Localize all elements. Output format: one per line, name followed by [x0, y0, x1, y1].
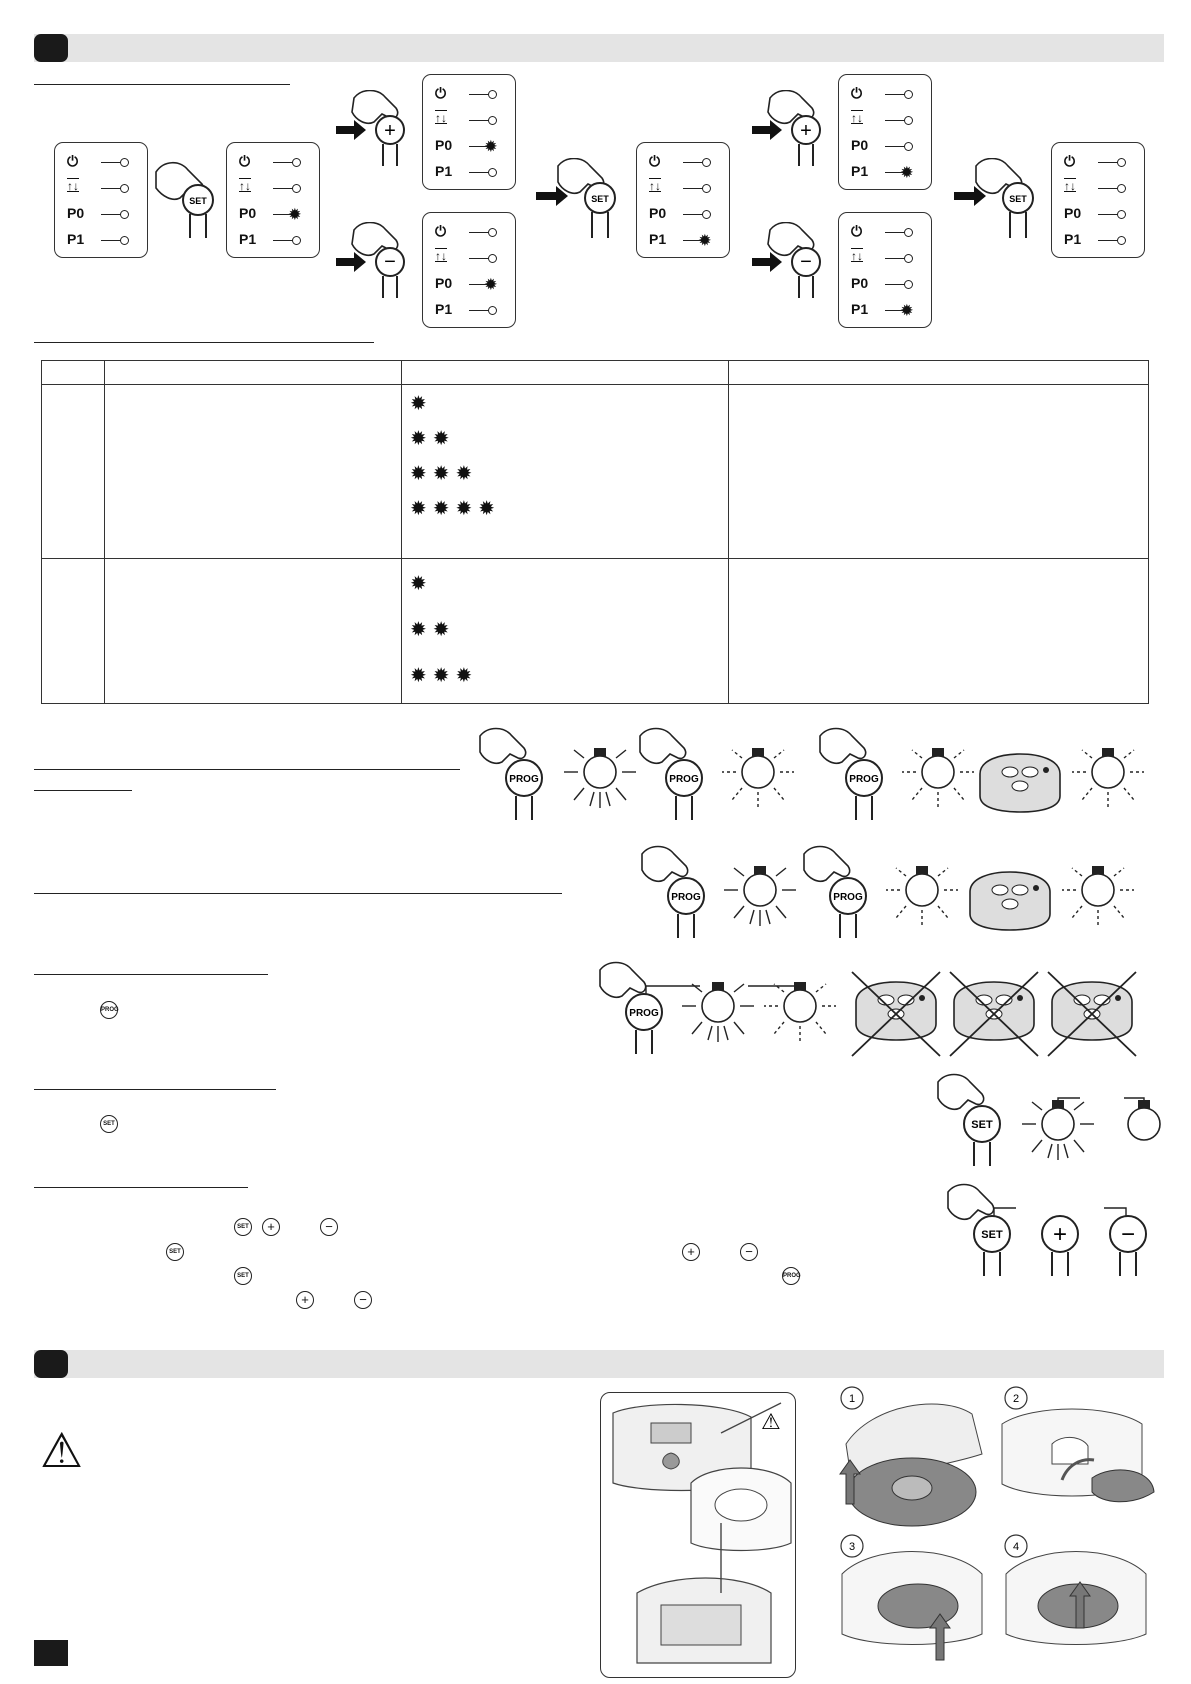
blinking-led-icon: ✹	[485, 138, 497, 154]
power-icon: ⏻	[851, 223, 863, 239]
set-button	[948, 1185, 1010, 1277]
minus-button	[1110, 1216, 1146, 1276]
control-panel-p1-blinking	[636, 142, 730, 258]
up-down-arrows-icon: ↑↓	[851, 111, 863, 125]
svg-text:−: −	[1120, 1221, 1136, 1248]
press-plus-button-2[interactable]	[750, 90, 830, 170]
light-bulb-icon	[1022, 1100, 1094, 1160]
table-header-cell	[42, 361, 105, 385]
svg-text:SET: SET	[1009, 194, 1027, 204]
prog-button	[600, 963, 662, 1055]
svg-text:4: 4	[1012, 1541, 1020, 1553]
p1-label: P1	[435, 301, 453, 317]
p0-label: P0	[851, 275, 869, 291]
parameter-table	[41, 360, 1149, 704]
p1-label: P1	[435, 163, 453, 179]
light-bulb-icon	[682, 982, 754, 1042]
svg-text:+: +	[384, 120, 396, 142]
power-icon: ⏻	[1064, 153, 1076, 169]
inline-prog-icon: PROG	[782, 1267, 800, 1285]
p1-label: P1	[649, 231, 667, 247]
inline-plus-icon: +	[682, 1243, 700, 1261]
set-button	[938, 1075, 1000, 1167]
inline-set-icon: SET	[234, 1218, 252, 1236]
p0-label: P0	[435, 275, 453, 291]
remote-control-icon	[970, 872, 1050, 930]
svg-text:SET: SET	[981, 1229, 1003, 1241]
light-bulb-icon	[764, 982, 836, 1042]
table-header-cell	[105, 361, 402, 385]
blinking-led-icon: ✹	[289, 206, 301, 222]
plus-button	[1042, 1216, 1078, 1276]
svg-text:+: +	[800, 120, 812, 142]
table-heading-underline	[34, 342, 374, 343]
p0-label: P0	[67, 205, 85, 221]
up-down-arrows-icon: ↑↓	[851, 249, 863, 263]
press-set-button-2[interactable]	[536, 158, 626, 248]
installation-illustration	[600, 1392, 796, 1678]
inline-minus-icon: −	[354, 1291, 372, 1309]
control-panel-p0-minus	[422, 212, 516, 328]
inline-prog-icon: PROG	[100, 1001, 118, 1019]
up-down-arrows-icon: ↑↓	[435, 111, 447, 125]
press-set-button-3[interactable]	[954, 158, 1044, 248]
control-panel-p1-minus	[838, 212, 932, 328]
blink-pattern-2: ✹✹	[410, 428, 456, 450]
prog-button	[820, 729, 882, 821]
programming-diagrams	[0, 720, 1191, 1280]
p1-label: P1	[851, 301, 869, 317]
power-icon: ⏻	[851, 85, 863, 101]
section-header-bar	[34, 1350, 1164, 1378]
power-icon: ⏻	[239, 153, 251, 169]
inline-set-icon: SET	[100, 1115, 118, 1133]
p0-label: P0	[1064, 205, 1082, 221]
step-4	[1005, 1535, 1146, 1645]
svg-text:−: −	[800, 251, 812, 273]
page-number-badge	[34, 1640, 68, 1666]
power-icon: ⏻	[435, 85, 447, 101]
p1-label: P1	[239, 231, 257, 247]
inline-minus-icon: −	[320, 1218, 338, 1236]
blink-pattern-2: ✹✹	[410, 619, 456, 641]
control-panel-final	[1051, 142, 1145, 258]
svg-text:PROG: PROG	[509, 774, 539, 785]
prog-button	[480, 729, 542, 821]
p0-label: P0	[851, 137, 869, 153]
blinking-led-icon: ✹	[901, 302, 913, 318]
power-icon: ⏻	[435, 223, 447, 239]
right-arrow-icon	[336, 120, 366, 140]
p0-label: P0	[435, 137, 453, 153]
svg-text:SET: SET	[189, 196, 207, 206]
inline-set-icon: SET	[166, 1243, 184, 1261]
p0-label: P0	[239, 205, 257, 221]
inline-plus-icon: +	[296, 1291, 314, 1309]
control-panel-initial	[54, 142, 148, 258]
blink-pattern-1: ✹	[410, 393, 433, 415]
press-minus-button[interactable]	[334, 222, 414, 302]
inline-set-icon: SET	[234, 1267, 252, 1285]
p1-label: P1	[851, 163, 869, 179]
table-header-cell	[729, 361, 1149, 385]
power-icon: ⏻	[67, 153, 79, 169]
svg-text:PROG: PROG	[833, 892, 863, 903]
blink-pattern-3: ✹✹✹	[410, 463, 479, 485]
blinking-led-icon: ✹	[901, 164, 913, 180]
light-bulb-icon	[1128, 1100, 1160, 1140]
prog-button	[640, 729, 702, 821]
warning-icon: ⚠	[40, 1425, 84, 1478]
p0-label: P0	[649, 205, 667, 221]
inline-plus-icon: +	[262, 1218, 280, 1236]
svg-text:2: 2	[1012, 1393, 1020, 1405]
table-row	[42, 559, 1149, 704]
svg-text:−: −	[384, 251, 396, 273]
remote-control-icon	[852, 972, 940, 1056]
p1-label: P1	[67, 231, 85, 247]
remote-control-icon	[980, 754, 1060, 812]
remote-control-icon	[1048, 972, 1136, 1056]
svg-text:3: 3	[848, 1541, 856, 1553]
light-bulb-icon	[886, 866, 958, 926]
light-bulb-icon	[1072, 748, 1144, 808]
up-down-arrows-icon: ↑↓	[435, 249, 447, 263]
table-row	[42, 385, 1149, 559]
control-panel-p0-blinking	[226, 142, 320, 258]
svg-text:+: +	[1052, 1221, 1068, 1248]
blink-pattern-3: ✹✹✹	[410, 665, 479, 687]
press-plus-button[interactable]	[334, 90, 414, 170]
right-arrow-icon	[336, 252, 366, 272]
light-bulb-icon	[1062, 866, 1134, 926]
light-bulb-icon	[902, 748, 974, 808]
inline-minus-icon: −	[740, 1243, 758, 1261]
step-3	[841, 1535, 982, 1660]
up-down-arrows-icon: ↑↓	[1064, 179, 1076, 193]
light-bulb-icon	[564, 748, 636, 808]
svg-text:SET: SET	[591, 194, 609, 204]
prog-button	[804, 847, 866, 939]
warning-icon: ⚠	[761, 1410, 781, 1435]
svg-text:PROG: PROG	[669, 774, 699, 785]
up-down-arrows-icon: ↑↓	[67, 179, 79, 193]
prog-button	[642, 847, 704, 939]
power-icon: ⏻	[649, 153, 661, 169]
blinking-led-icon: ✹	[699, 232, 711, 248]
up-down-arrows-icon: ↑↓	[649, 179, 661, 193]
step-1	[840, 1387, 982, 1526]
control-panel-p0-plus	[422, 74, 516, 190]
light-bulb-icon	[722, 748, 794, 808]
svg-text:SET: SET	[971, 1119, 993, 1131]
bracket	[1058, 1098, 1144, 1110]
section-number-badge	[34, 1350, 68, 1378]
blinking-led-icon: ✹	[485, 276, 497, 292]
blink-pattern-1: ✹	[410, 573, 433, 595]
p1-label: P1	[1064, 231, 1082, 247]
svg-text:1: 1	[848, 1393, 856, 1405]
up-down-arrows-icon: ↑↓	[239, 179, 251, 193]
light-bulb-icon	[724, 866, 796, 926]
press-set-button[interactable]	[152, 158, 222, 248]
remote-control-icon	[950, 972, 1038, 1056]
right-arrow-icon	[752, 120, 782, 140]
removal-steps	[832, 1384, 1162, 1674]
svg-text:PROG: PROG	[629, 1008, 659, 1019]
blink-pattern-4: ✹✹✹✹	[410, 498, 502, 520]
control-panel-p1-plus	[838, 74, 932, 190]
table-header-cell	[402, 361, 729, 385]
right-arrow-icon	[752, 252, 782, 272]
press-minus-button-2[interactable]	[750, 222, 830, 302]
step-2	[1002, 1387, 1154, 1502]
svg-text:PROG: PROG	[849, 774, 879, 785]
svg-text:PROG: PROG	[671, 892, 701, 903]
